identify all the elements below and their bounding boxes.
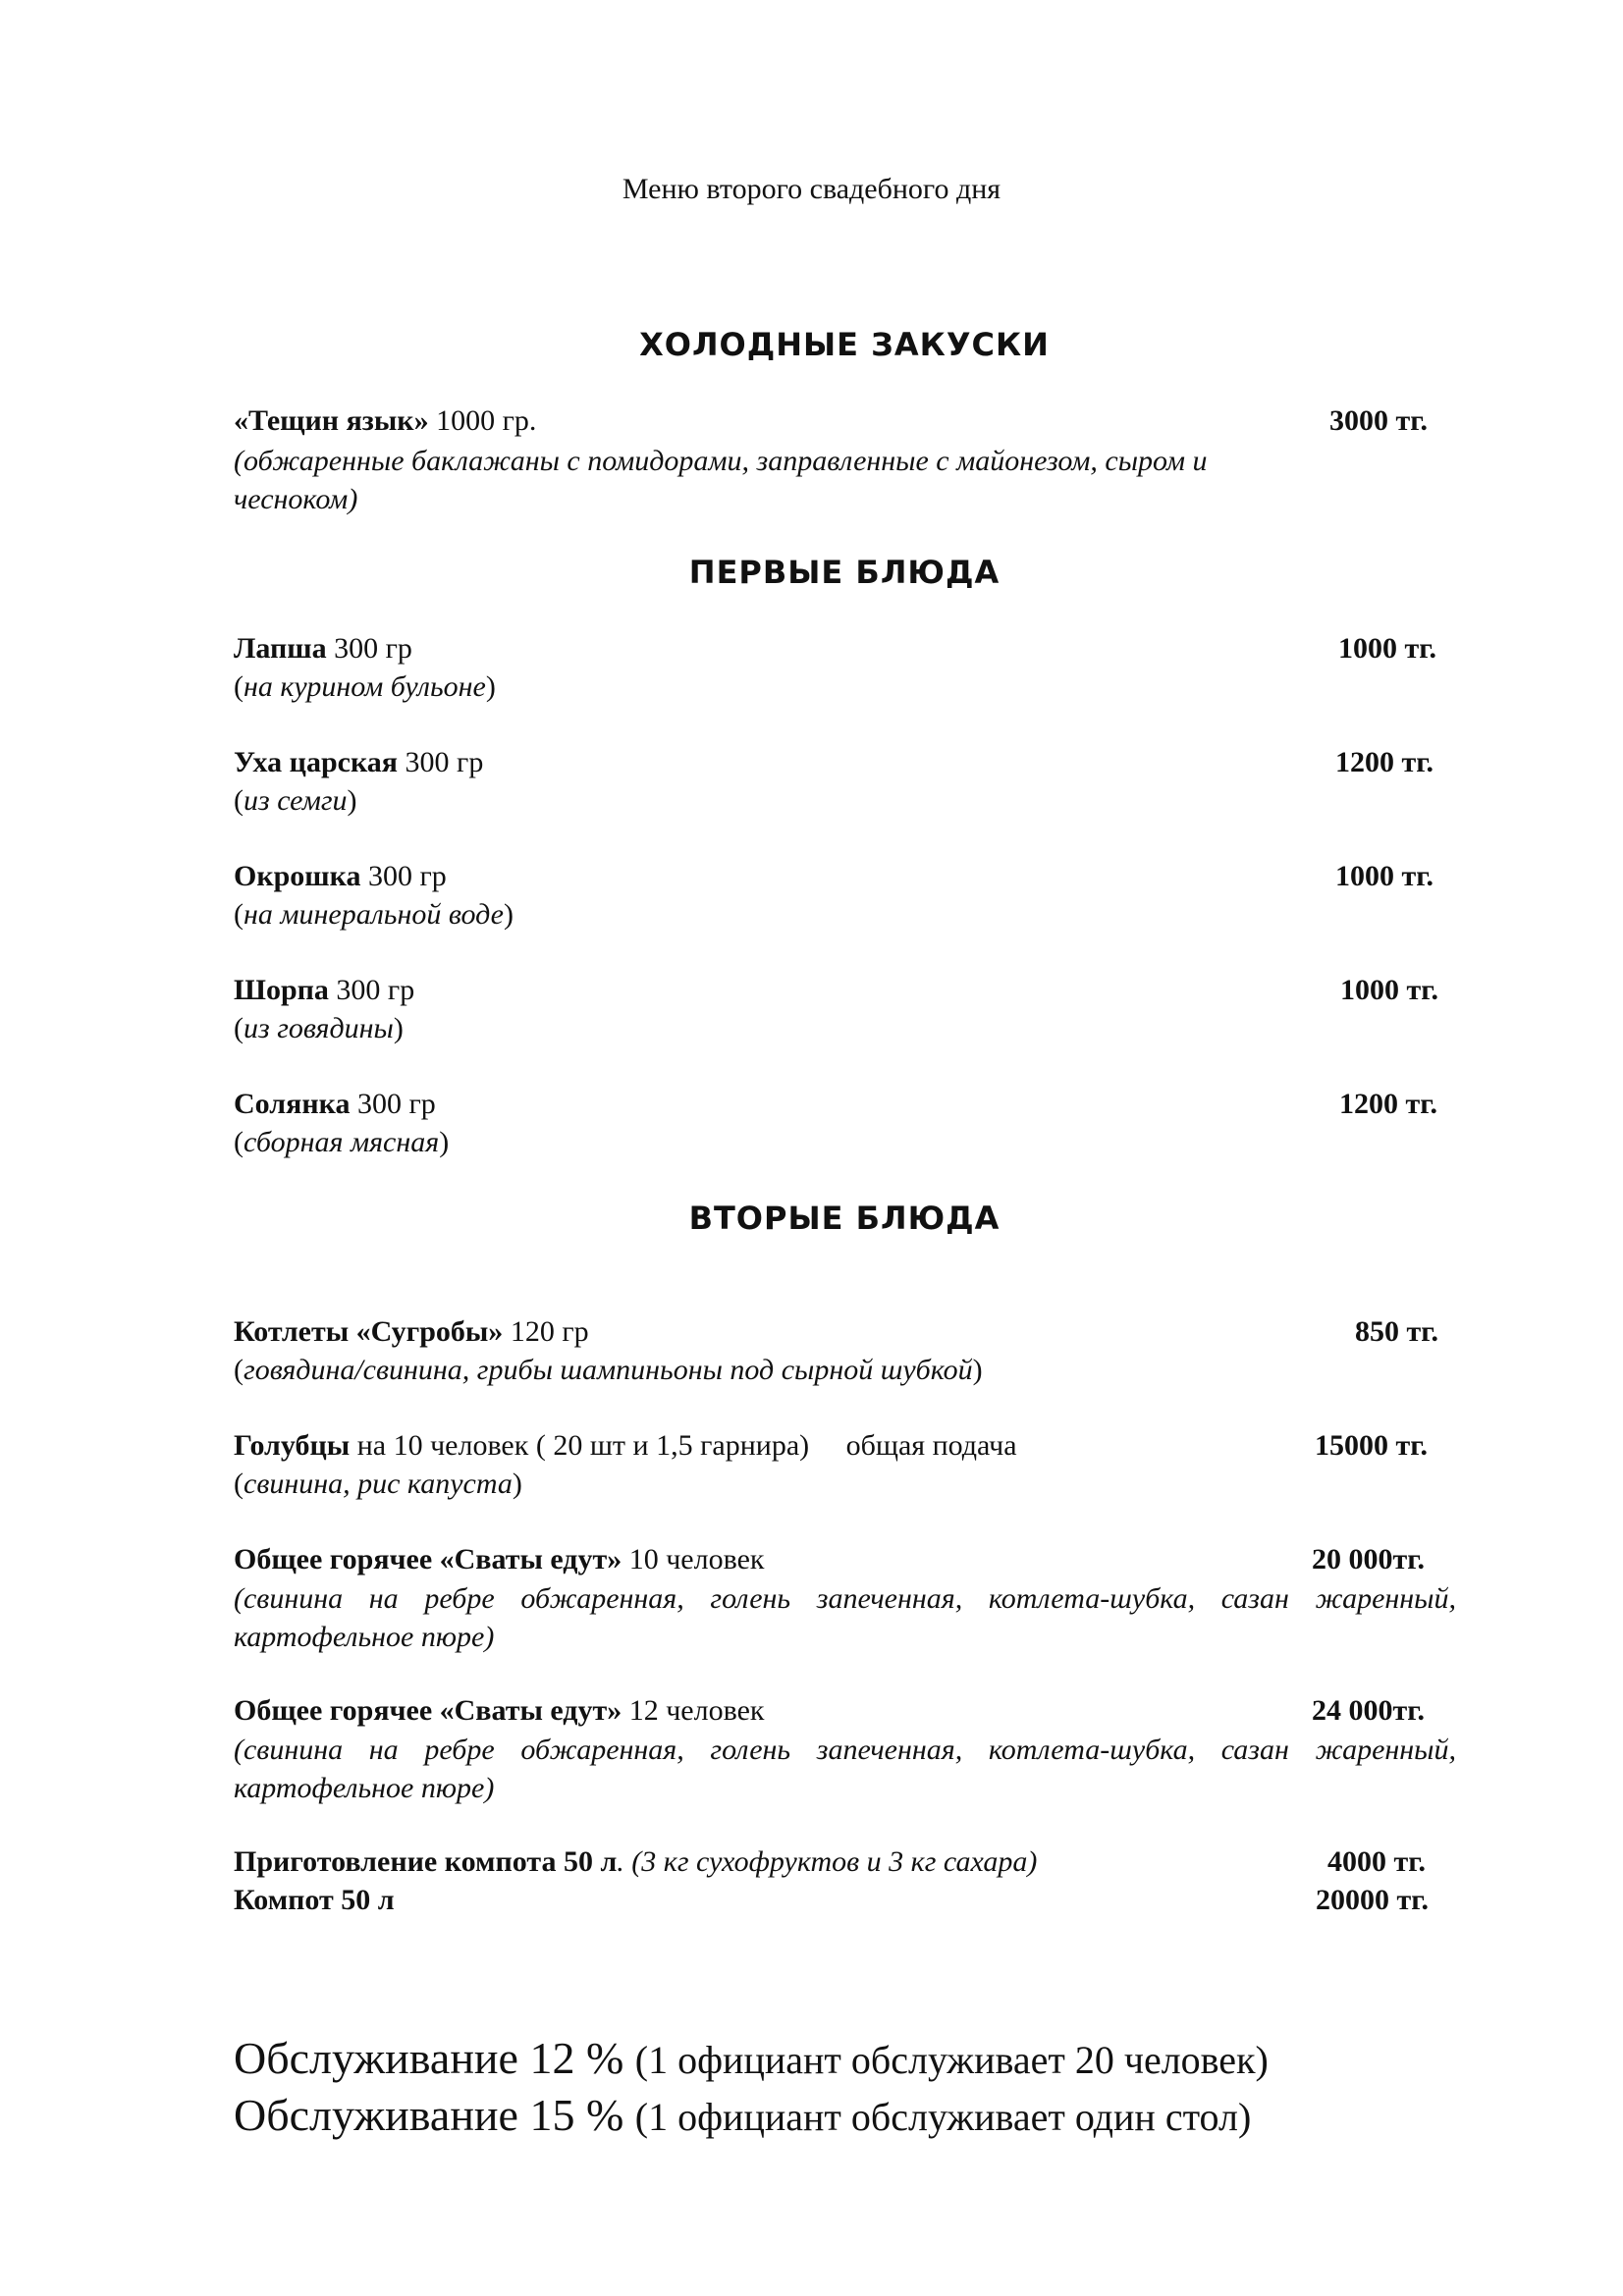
item-price: 20 000тг. xyxy=(1312,1543,1425,1575)
item-portion: 300 гр xyxy=(326,632,412,665)
service-line-15-percent: Обслуживание 15 % (1 официант обслуживает один стол) xyxy=(234,2090,1252,2140)
item-name: Окрошка xyxy=(234,860,361,892)
item-portion: 12 человек xyxy=(622,1694,765,1727)
menu-title: Меню второго свадебного дня xyxy=(622,173,1001,205)
item-description: (свинина, рис капуста) xyxy=(234,1468,522,1500)
item-description: (сборная мясная) xyxy=(234,1126,450,1158)
item-price: 1200 тг. xyxy=(1339,1088,1437,1120)
menu-item-kompot-preparation xyxy=(234,1845,1037,1879)
item-description: (из семги) xyxy=(234,784,357,817)
item-name: Солянка xyxy=(234,1088,351,1120)
item-name: Приготовление компота 50 л xyxy=(234,1845,618,1878)
menu-item-kompot xyxy=(234,1884,395,1917)
menu-item-lapsha xyxy=(234,632,412,666)
service-line-12-percent: Обслуживание 12 % (1 официант обслуживает 20 человек) xyxy=(234,2033,1269,2083)
item-name: Общее горячее «Сваты едут» xyxy=(234,1543,622,1575)
item-name: Шорпа xyxy=(234,974,329,1006)
section-heading-second-courses: ВТОРЫЕ БЛЮДА xyxy=(688,1200,1001,1237)
menu-item-kotlety-sugroby xyxy=(234,1315,589,1349)
item-portion: 300 гр xyxy=(350,1088,436,1120)
item-price: 1200 тг. xyxy=(1335,746,1434,778)
menu-item-solyanka xyxy=(234,1088,436,1121)
item-portion: 1000 гр. xyxy=(428,404,537,437)
item-portion: на 10 человек ( 20 шт и 1,5 гарнира) общая подача xyxy=(350,1429,1017,1462)
item-price: 3000 тг. xyxy=(1329,404,1428,437)
item-name: Общее горячее «Сваты едут» xyxy=(234,1694,622,1727)
item-price: 1000 тг. xyxy=(1335,860,1434,892)
item-name: Лапша xyxy=(234,632,327,665)
item-description: (из говядины) xyxy=(234,1012,404,1044)
menu-item-golubtsy xyxy=(234,1429,1017,1463)
item-description: (на курином бульоне) xyxy=(234,670,496,703)
item-price: 15000 тг. xyxy=(1315,1429,1428,1462)
menu-item-teshin-yazyk xyxy=(234,404,536,438)
menu-item-ukha-tsarskaya xyxy=(234,746,483,779)
item-portion: 120 гр xyxy=(503,1315,589,1348)
item-note: . (3 кг сухофруктов и 3 кг сахара) xyxy=(617,1845,1038,1878)
item-price: 24 000тг. xyxy=(1312,1694,1425,1727)
menu-item-svaty-edut-10 xyxy=(234,1543,764,1576)
section-heading-cold-appetizers: ХОЛОДНЫЕ ЗАКУСКИ xyxy=(639,326,1050,363)
section-heading-first-courses: ПЕРВЫЕ БЛЮДА xyxy=(688,554,1001,591)
item-description: (свинина на ребре обжаренная, голень запеченная, котлета-шубка, сазан жаренный, картофельное пюре) xyxy=(234,1582,1456,1653)
item-portion: 300 гр xyxy=(328,974,415,1006)
item-description: (на минеральной воде) xyxy=(234,898,514,931)
item-description: (свинина на ребре обжаренная, голень запеченная, котлета-шубка, сазан жаренный, картофельное пюре) xyxy=(234,1734,1456,1804)
menu-item-svaty-edut-12 xyxy=(234,1694,764,1728)
item-portion: 10 человек xyxy=(622,1543,765,1575)
item-portion: 300 гр xyxy=(360,860,447,892)
menu-item-shorpa xyxy=(234,974,414,1007)
item-description: (говядина/свинина, грибы шампиньоны под сырной шубкой) xyxy=(234,1354,983,1386)
item-price: 1000 тг. xyxy=(1338,632,1436,665)
item-description: (обжаренные баклажаны с помидорами, заправленные с майонезом, сыром и чесноком) xyxy=(234,445,1208,515)
item-portion: 300 гр xyxy=(398,746,484,778)
menu-item-okroshka xyxy=(234,860,447,893)
item-price: 4000 тг. xyxy=(1327,1845,1426,1878)
item-name: Котлеты «Сугробы» xyxy=(234,1315,504,1348)
item-name: Уха царская xyxy=(234,746,399,778)
item-price: 1000 тг. xyxy=(1340,974,1438,1006)
item-price: 20000 тг. xyxy=(1316,1884,1429,1916)
item-name: «Тещин язык» xyxy=(234,404,429,437)
item-price: 850 тг. xyxy=(1355,1315,1438,1348)
item-name: Голубцы xyxy=(234,1429,351,1462)
item-name: Компот 50 л xyxy=(234,1884,395,1916)
